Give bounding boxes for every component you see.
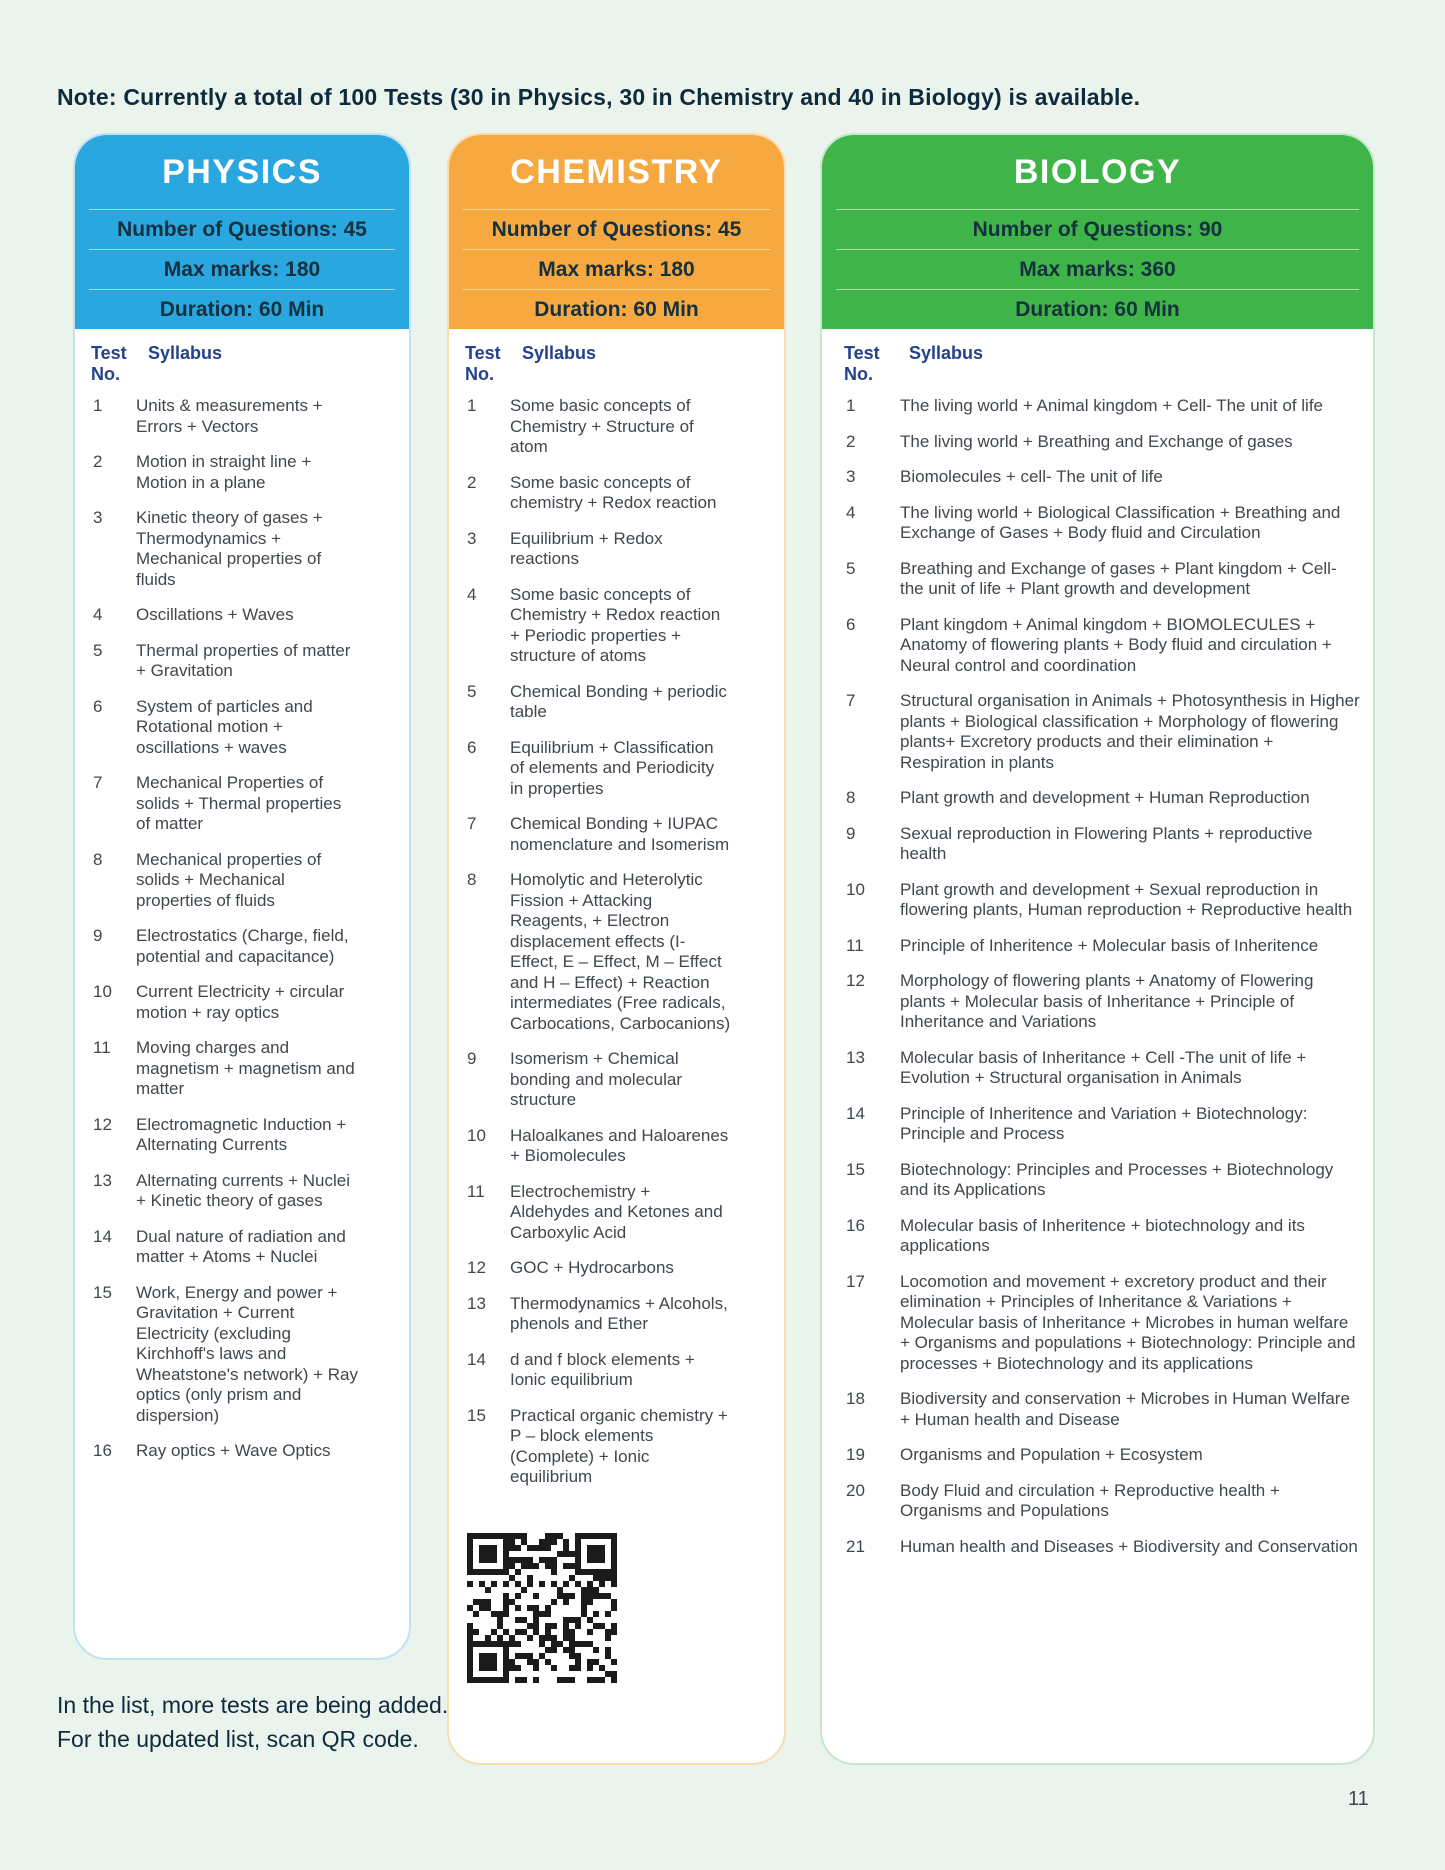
- test-row: [465, 396, 772, 458]
- availability-note: Note: Currently a total of 100 Tests (30 in Physics, 30 in Chemistry and 40 in Biology) is available.: [57, 84, 1141, 110]
- syllabus-column-header: Syllabus: [148, 343, 223, 363]
- test-syllabus: Morphology of flowering plants + Anatomy of Flowering plants + Molecular basis of Inheritance + Principle of Inheritance and Variations: [900, 971, 1314, 1032]
- footer-note: [57, 1688, 448, 1756]
- test-number: 14: [93, 1226, 112, 1246]
- test-syllabus: Units & measurements + Errors + Vectors: [136, 396, 323, 436]
- biology-test-list: [822, 329, 1373, 1763]
- test-number: 6: [467, 737, 477, 757]
- test-syllabus: Mechanical Properties of solids + Thermal properties of matter: [136, 773, 342, 834]
- chemistry-panel: [447, 133, 786, 1765]
- test-row: [91, 452, 397, 493]
- biology-header: [822, 135, 1373, 329]
- test-row: [91, 396, 397, 437]
- test-row: [91, 1227, 397, 1268]
- test-syllabus: Plant growth and development + Sexual reproduction in flowering plants, Human reproduction + Reproductive health: [900, 879, 1353, 920]
- test-row: [91, 982, 397, 1023]
- test-syllabus: System of particles and Rotational motion + oscillations + waves: [136, 696, 313, 757]
- physics-title: PHYSICS: [162, 152, 322, 191]
- test-number: 11: [467, 1181, 485, 1201]
- biology-duration: Duration: 60 Min: [836, 289, 1359, 329]
- test-syllabus: Motion in straight line + Motion in a plane: [136, 452, 312, 492]
- test-row: [91, 1171, 397, 1212]
- test-number: 8: [846, 788, 856, 808]
- test-syllabus: Molecular basis of Inheritance + Cell -The unit of life + Evolution + Structural organisation in Animals: [900, 1047, 1307, 1088]
- test-syllabus: Equilibrium + Classification of elements and Periodicity in properties: [510, 737, 715, 798]
- test-syllabus: Current Electricity + circular motion + ray optics: [136, 982, 345, 1022]
- test-number: 10: [93, 982, 112, 1002]
- test-number: 13: [846, 1047, 865, 1067]
- test-no-column-header: Test No.: [844, 343, 880, 384]
- test-syllabus: Equilibrium + Redox reactions: [510, 528, 663, 569]
- test-row: [844, 1537, 1361, 1558]
- test-syllabus: Biotechnology: Principles and Processes + Biotechnology and its Applications: [900, 1159, 1334, 1200]
- test-syllabus: Plant kingdom + Animal kingdom + BIOMOLECULES + Anatomy of flowering plants + Body fluid and circulation + Neural control and coordination: [900, 614, 1332, 675]
- test-number: 4: [846, 502, 856, 522]
- test-syllabus: Chemical Bonding + IUPAC nomenclature and Isomerism: [510, 814, 730, 854]
- test-row: [844, 880, 1361, 921]
- test-row: [465, 870, 772, 1034]
- chemistry-title: CHEMISTRY: [510, 152, 723, 191]
- physics-duration: Duration: 60 Min: [89, 289, 395, 329]
- test-number: 11: [846, 935, 864, 955]
- test-syllabus: Electrostatics (Charge, field, potential and capacitance): [136, 926, 349, 966]
- test-number: 14: [467, 1349, 486, 1369]
- test-number: 13: [93, 1170, 112, 1190]
- test-syllabus: Practical organic chemistry + P – block elements (Complete) + Ionic equilibrium: [510, 1405, 728, 1487]
- physics-max-marks: Max marks: 180: [89, 249, 395, 289]
- test-row: [844, 559, 1361, 600]
- chemistry-test-list: [449, 329, 784, 1763]
- test-number: 8: [467, 870, 477, 890]
- test-syllabus: Electromagnetic Induction + Alternating Currents: [136, 1114, 347, 1155]
- test-row: [844, 1445, 1361, 1466]
- test-number: 20: [846, 1480, 865, 1500]
- test-number: 12: [467, 1258, 486, 1278]
- syllabus-column-header: Syllabus: [909, 343, 984, 363]
- test-syllabus: d and f block elements + Ionic equilibrium: [510, 1349, 695, 1390]
- test-number: 3: [467, 528, 477, 548]
- test-number: 5: [467, 681, 477, 701]
- test-number: 15: [846, 1159, 865, 1179]
- physics-questions-count: Number of Questions: 45: [89, 209, 395, 249]
- test-row: [465, 814, 772, 855]
- test-syllabus: Moving charges and magnetism + magnetism and matter: [136, 1038, 355, 1099]
- test-number: 16: [846, 1215, 865, 1235]
- test-row: [465, 682, 772, 723]
- test-number: 5: [93, 640, 103, 660]
- test-syllabus: Some basic concepts of Chemistry + Redox reaction + Periodic properties + structure of atoms: [510, 584, 721, 666]
- test-syllabus: Principle of Inheritence and Variation + Biotechnology: Principle and Process: [900, 1103, 1308, 1144]
- test-syllabus: Some basic concepts of chemistry + Redox reaction: [510, 472, 717, 513]
- physics-header: [75, 135, 409, 329]
- test-syllabus: Thermodynamics + Alcohols, phenols and Ether: [510, 1293, 728, 1334]
- test-number: 4: [467, 584, 477, 604]
- syllabus-column-header: Syllabus: [522, 343, 597, 363]
- test-no-column-header: Test No.: [91, 343, 127, 384]
- chemistry-questions-count: Number of Questions: 45: [463, 209, 770, 249]
- test-number: 2: [93, 452, 103, 472]
- list-header: [465, 343, 772, 384]
- footer-note-line1: In the list, more tests are being added.: [57, 1692, 449, 1718]
- test-row: [91, 773, 397, 835]
- test-row: [91, 605, 397, 626]
- test-syllabus: Sexual reproduction in Flowering Plants + reproductive health: [900, 823, 1313, 864]
- test-syllabus: Chemical Bonding + periodic table: [510, 681, 727, 722]
- chemistry-duration: Duration: 60 Min: [463, 289, 770, 329]
- test-number: 15: [93, 1282, 112, 1302]
- test-row: [465, 1182, 772, 1244]
- test-row: [91, 1283, 397, 1427]
- test-row: [844, 1481, 1361, 1522]
- test-row: [91, 850, 397, 912]
- test-row: [465, 1406, 772, 1488]
- test-number: 7: [467, 814, 477, 834]
- test-syllabus: Homolytic and Heterolytic Fission + Attacking Reagents, + Electron displacement effects (I-Effect, E – Effect, M – Effect and H – Effect) + Reaction intermediates (Free radicals, Carbocations, Carbocanions): [510, 870, 731, 1033]
- test-row: [844, 1389, 1361, 1430]
- test-number: 12: [846, 971, 865, 991]
- test-number: 9: [93, 926, 103, 946]
- test-syllabus: Organisms and Population + Ecosystem: [900, 1445, 1203, 1465]
- test-row: [465, 738, 772, 800]
- test-syllabus: The living world + Biological Classification + Breathing and Exchange of Gases + Body fluid and Circulation: [900, 502, 1341, 543]
- test-number: 10: [846, 879, 865, 899]
- test-row: [844, 936, 1361, 957]
- test-number: 2: [467, 472, 477, 492]
- test-syllabus: Biomolecules + cell- The unit of life: [900, 467, 1163, 487]
- test-syllabus: Oscillations + Waves: [136, 605, 294, 625]
- test-number: 18: [846, 1389, 865, 1409]
- test-syllabus: GOC + Hydrocarbons: [510, 1258, 674, 1278]
- test-number: 16: [93, 1441, 112, 1461]
- test-row: [465, 1049, 772, 1111]
- test-syllabus: Breathing and Exchange of gases + Plant kingdom + Cell- the unit of life + Plant growth and development: [900, 558, 1337, 599]
- test-number: 1: [846, 396, 856, 416]
- test-syllabus: The living world + Animal kingdom + Cell- The unit of life: [900, 396, 1323, 416]
- test-row: [465, 1258, 772, 1279]
- test-syllabus: Some basic concepts of Chemistry + Structure of atom: [510, 396, 694, 457]
- test-row: [465, 1126, 772, 1167]
- test-row: [844, 1104, 1361, 1145]
- test-row: [91, 1115, 397, 1156]
- test-syllabus: Thermal properties of matter + Gravitation: [136, 640, 351, 681]
- test-syllabus: Electrochemistry + Aldehydes and Ketones and Carboxylic Acid: [510, 1181, 723, 1242]
- test-row: [91, 508, 397, 590]
- test-row: [844, 467, 1361, 488]
- test-number: 7: [93, 773, 103, 793]
- test-number: 13: [467, 1293, 486, 1313]
- test-syllabus: Ray optics + Wave Optics: [136, 1441, 331, 1461]
- test-number: 21: [846, 1536, 865, 1556]
- test-syllabus: Biodiversity and conservation + Microbes in Human Welfare + Human health and Disease: [900, 1389, 1350, 1429]
- test-number: 7: [846, 691, 856, 711]
- test-number: 4: [93, 605, 103, 625]
- test-syllabus: Dual nature of radiation and matter + Atoms + Nuclei: [136, 1226, 346, 1267]
- biology-panel: [820, 133, 1375, 1765]
- test-syllabus: Human health and Diseases + Biodiversity and Conservation: [900, 1536, 1358, 1556]
- test-row: [465, 585, 772, 667]
- biology-questions-count: Number of Questions: 90: [836, 209, 1359, 249]
- page-number: 11: [1348, 1788, 1369, 1810]
- test-number: 3: [93, 508, 103, 528]
- test-row: [844, 1272, 1361, 1375]
- test-row: [465, 1294, 772, 1335]
- test-row: [844, 503, 1361, 544]
- biology-max-marks: Max marks: 360: [836, 249, 1359, 289]
- test-row: [844, 1216, 1361, 1257]
- subject-panels: [73, 133, 1375, 1765]
- test-row: [844, 1160, 1361, 1201]
- test-row: [844, 432, 1361, 453]
- test-number: 17: [846, 1271, 865, 1291]
- test-row: [465, 473, 772, 514]
- test-row: [844, 1048, 1361, 1089]
- test-number: 9: [846, 823, 856, 843]
- test-number: 5: [846, 558, 856, 578]
- test-syllabus: Work, Energy and power + Gravitation + Current Electricity (excluding Kirchhoff's laws and Wheatstone's network) + Ray optics (only prism and dispersion): [136, 1282, 358, 1425]
- test-row: [91, 926, 397, 967]
- biology-title: BIOLOGY: [1013, 152, 1182, 191]
- test-number: 6: [93, 696, 103, 716]
- test-row: [844, 788, 1361, 809]
- physics-test-list: [75, 329, 409, 1658]
- test-number: 14: [846, 1103, 865, 1123]
- test-row: [844, 615, 1361, 677]
- test-syllabus: Isomerism + Chemical bonding and molecular structure: [510, 1049, 683, 1110]
- footer-note-line2: For the updated list, scan QR code.: [57, 1726, 419, 1752]
- test-row: [844, 396, 1361, 417]
- test-syllabus: Locomotion and movement + excretory product and their elimination + Principles of Inheritance & Variations + Molecular basis of Inheritance + Microbes in human welfare + Organisms and populations + Biotechnology: Principle and processes + Biotechnology and its applications: [900, 1271, 1356, 1373]
- test-syllabus: Principle of Inheritence + Molecular basis of Inheritence: [900, 935, 1319, 955]
- test-syllabus: Plant growth and development + Human Reproduction: [900, 788, 1310, 808]
- test-no-column-header: Test No.: [465, 343, 501, 384]
- test-row: [844, 691, 1361, 773]
- test-row: [844, 824, 1361, 865]
- test-row: [91, 1441, 397, 1462]
- test-row: [465, 529, 772, 570]
- chemistry-header: [449, 135, 784, 329]
- test-syllabus: Body Fluid and circulation + Reproductive health + Organisms and Populations: [900, 1480, 1280, 1521]
- test-syllabus: Mechanical properties of solids + Mechanical properties of fluids: [136, 849, 322, 910]
- test-number: 3: [846, 467, 856, 487]
- test-number: 11: [93, 1038, 111, 1058]
- test-number: 6: [846, 614, 856, 634]
- test-syllabus: Structural organisation in Animals + Photosynthesis in Higher plants + Biological classification + Morphology of flowering plants+ Excretory products and their elimination + Respiration in plants: [900, 691, 1360, 772]
- test-row: [91, 1038, 397, 1100]
- test-number: 12: [93, 1114, 112, 1134]
- test-number: 15: [467, 1405, 486, 1425]
- list-header: [844, 343, 1361, 384]
- test-number: 9: [467, 1049, 477, 1069]
- test-number: 1: [467, 396, 477, 416]
- test-syllabus: The living world + Breathing and Exchange of gases: [900, 431, 1293, 451]
- test-row: [91, 697, 397, 759]
- physics-panel: [73, 133, 411, 1660]
- list-header: [91, 343, 397, 384]
- test-row: [91, 641, 397, 682]
- test-number: 19: [846, 1445, 865, 1465]
- test-number: 8: [93, 849, 103, 869]
- test-number: 1: [93, 396, 103, 416]
- test-row: [465, 1350, 772, 1391]
- test-number: 2: [846, 431, 856, 451]
- test-syllabus: Alternating currents + Nuclei + Kinetic theory of gases: [136, 1170, 351, 1211]
- test-syllabus: Haloalkanes and Haloarenes + Biomolecules: [510, 1125, 729, 1166]
- chemistry-max-marks: Max marks: 180: [463, 249, 770, 289]
- test-number: 10: [467, 1125, 486, 1145]
- qr-code: [467, 1533, 617, 1683]
- test-syllabus: Molecular basis of Inheritence + biotechnology and its applications: [900, 1215, 1305, 1256]
- test-row: [844, 971, 1361, 1033]
- test-syllabus: Kinetic theory of gases + Thermodynamics + Mechanical properties of fluids: [136, 508, 323, 589]
